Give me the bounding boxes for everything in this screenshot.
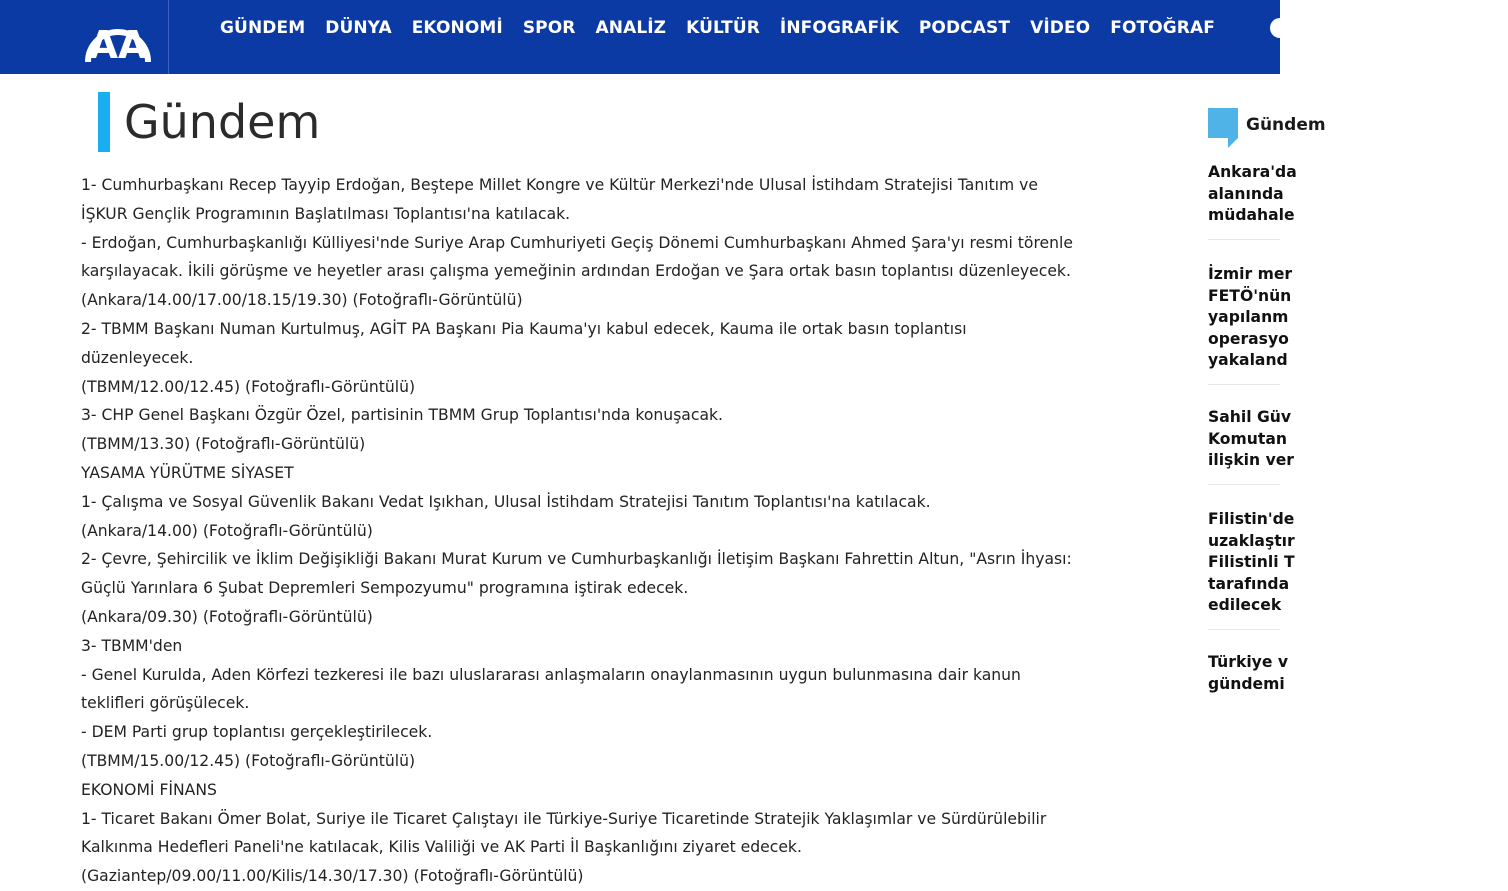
sidebar-news-item[interactable] bbox=[1208, 264, 1508, 372]
sidebar-news-line: Komutan bbox=[1208, 429, 1287, 448]
sidebar-news-line: müdahale bbox=[1208, 206, 1295, 224]
sidebar-divider bbox=[1208, 239, 1280, 240]
article-line: 3- CHP Genel Başkanı Özgür Özel, partisinin TBMM Grup Toplantısı'nda konuşacak. bbox=[81, 406, 723, 425]
nav-analiz[interactable]: ANALİZ bbox=[595, 18, 667, 38]
nav-infografik[interactable]: İNFOGRAFİK bbox=[779, 18, 899, 38]
article-line: teklifleri görüşülecek. bbox=[81, 694, 250, 713]
sidebar-news-line: uzaklaştır bbox=[1208, 531, 1295, 550]
article-line: - Erdoğan, Cumhurbaşkanlığı Külliyesi'nde Suriye Arap Cumhuriyeti Geçiş Dönemi Cumhurbaşkanı Ahmed Şara'yı resmi törenle bbox=[81, 233, 1073, 252]
nav-video[interactable]: VİDEO bbox=[1030, 18, 1091, 38]
article-line: Güçlü Yarınlara 6 Şubat Depremleri Sempozyumu" programına iştirak edecek. bbox=[81, 579, 689, 598]
nav-ekonomi[interactable]: EKONOMİ bbox=[411, 18, 503, 38]
nav-kultur[interactable]: KÜLTÜR bbox=[686, 18, 760, 38]
sidebar-news-line: FETÖ'nün bbox=[1208, 286, 1292, 305]
sidebar-divider bbox=[1208, 484, 1280, 485]
nav-fotograf[interactable]: FOTOĞRAF bbox=[1110, 18, 1215, 38]
article-line: 3- TBMM'den bbox=[81, 636, 183, 655]
nav-dunya[interactable]: DÜNYA bbox=[325, 18, 392, 38]
article-line: 1- Çalışma ve Sosyal Güvenlik Bakanı Vedat Işıkhan, Ulusal İstihdam Stratejisi Tanıtım Toplantısı'na katılacak. bbox=[81, 492, 931, 511]
sidebar-news-line: gündemi bbox=[1208, 674, 1285, 693]
article-line: (Ankara/09.30) (Fotoğraflı-Görüntülü) bbox=[81, 607, 373, 626]
article-line: düzenleyecek. bbox=[81, 348, 194, 367]
sidebar-news-line: yapılanm bbox=[1208, 308, 1289, 326]
sidebar-news-line: operasyo bbox=[1208, 329, 1289, 348]
sidebar-news-link[interactable] bbox=[1208, 510, 1295, 614]
sidebar-news-line: Filistinli T bbox=[1208, 553, 1295, 571]
aa-logo[interactable] bbox=[78, 0, 169, 74]
article-line: (Ankara/14.00) (Fotoğraflı-Görüntülü) bbox=[81, 521, 373, 540]
article-line: İŞKUR Gençlik Programının Başlatılması Toplantısı'na katılacak. bbox=[81, 204, 571, 223]
main-nav bbox=[210, 0, 1225, 56]
sidebar-news-line: edilecek bbox=[1208, 596, 1282, 614]
article-line: (Gaziantep/09.00/11.00/Kilis/14.30/17.30) (Fotoğraflı-Görüntülü) bbox=[81, 867, 584, 886]
sidebar-news-link[interactable] bbox=[1208, 163, 1297, 224]
nav-podcast[interactable]: PODCAST bbox=[918, 18, 1011, 38]
sidebar-news-line: Sahil Güv bbox=[1208, 408, 1292, 426]
sidebar-news-line: Türkiye v bbox=[1208, 653, 1288, 671]
article-line: EKONOMİ FİNANS bbox=[81, 780, 217, 799]
article-line: (Ankara/14.00/17.00/18.15/19.30) (Fotoğraflı-Görüntülü) bbox=[81, 291, 523, 310]
article-line: - Genel Kurulda, Aden Körfezi tezkeresi ile bazı uluslararası anlaşmaların onaylanmasının uygun bulunmasına dair kanun bbox=[81, 665, 1021, 684]
sidebar-news-link[interactable] bbox=[1208, 265, 1292, 369]
sidebar-divider bbox=[1208, 384, 1280, 385]
article-line: Kalkınma Hedefleri Paneli'ne katılacak, Kilis Valiliği ve AK Parti İl Başkanlığını ziyaret edecek. bbox=[81, 838, 802, 857]
menu-edge-button[interactable] bbox=[1270, 18, 1290, 38]
article-line: (TBMM/12.00/12.45) (Fotoğraflı-Görüntülü) bbox=[81, 377, 416, 396]
page-title: Gündem bbox=[124, 95, 321, 149]
nav-spor[interactable]: SPOR bbox=[522, 18, 576, 38]
sidebar-title: Gündem bbox=[1246, 115, 1326, 135]
title-accent-bar bbox=[98, 92, 110, 152]
sidebar-news-item[interactable] bbox=[1208, 652, 1508, 695]
nav-gundem[interactable]: GÜNDEM bbox=[220, 18, 306, 38]
sidebar-news-line: Ankara'da bbox=[1208, 163, 1297, 181]
sidebar-news-item[interactable] bbox=[1208, 162, 1508, 227]
article-line: karşılayacak. İkili görüşme ve heyetler arası çalışma yemeğinin ardından Erdoğan ve Şara ortak basın toplantısı düzenleyecek. bbox=[81, 262, 1071, 281]
sidebar-news-link[interactable] bbox=[1208, 408, 1294, 469]
article-line: YASAMA YÜRÜTME SİYASET bbox=[81, 463, 294, 482]
article-line: - DEM Parti grup toplantısı gerçekleştirilecek. bbox=[81, 723, 433, 742]
sidebar-news-link[interactable] bbox=[1208, 653, 1288, 693]
article-line: 2- Çevre, Şehircilik ve İklim Değişikliği Bakanı Murat Kurum ve Cumhurbaşkanlığı İletişim Başkanı Fahrettin Altun, "Asrın İhyası: bbox=[81, 550, 1072, 569]
sidebar-news-line: alanında bbox=[1208, 184, 1284, 203]
article-line: 2- TBMM Başkanı Numan Kurtulmuş, AGİT PA Başkanı Pia Kauma'yı kabul edecek, Kauma ile ortak basın toplantısı bbox=[81, 319, 967, 338]
article-line: (TBMM/13.30) (Fotoğraflı-Görüntülü) bbox=[81, 435, 366, 454]
logo-text: AA bbox=[88, 23, 148, 67]
article-line: 1- Cumhurbaşkanı Recep Tayyip Erdoğan, Beştepe Millet Kongre ve Kültür Merkezi'nde Ulusal İstihdam Stratejisi Tanıtım ve bbox=[81, 176, 1038, 194]
aa-logo-icon bbox=[82, 0, 154, 66]
sidebar-news-line: Filistin'de bbox=[1208, 510, 1295, 528]
sidebar-news-line: ilişkin ver bbox=[1208, 451, 1294, 469]
sidebar-news-item[interactable] bbox=[1208, 509, 1508, 617]
article-line: (TBMM/15.00/12.45) (Fotoğraflı-Görüntülü) bbox=[81, 751, 416, 770]
sidebar-news-item[interactable] bbox=[1208, 407, 1508, 472]
speech-bubble-icon bbox=[1208, 108, 1238, 148]
sidebar-divider bbox=[1208, 629, 1280, 630]
sidebar-news-line: İzmir mer bbox=[1208, 265, 1293, 283]
article-body bbox=[81, 171, 1141, 891]
top-navbar bbox=[0, 0, 1280, 74]
sidebar-news-line: tarafında bbox=[1208, 574, 1290, 593]
article-line: 1- Ticaret Bakanı Ömer Bolat, Suriye ile Ticaret Çalıştayı ile Türkiye-Suriye Ticaretinde Stratejik Yaklaşımlar ve Sürdürülebilir bbox=[81, 809, 1047, 828]
sidebar-news-line: yakaland bbox=[1208, 351, 1288, 369]
